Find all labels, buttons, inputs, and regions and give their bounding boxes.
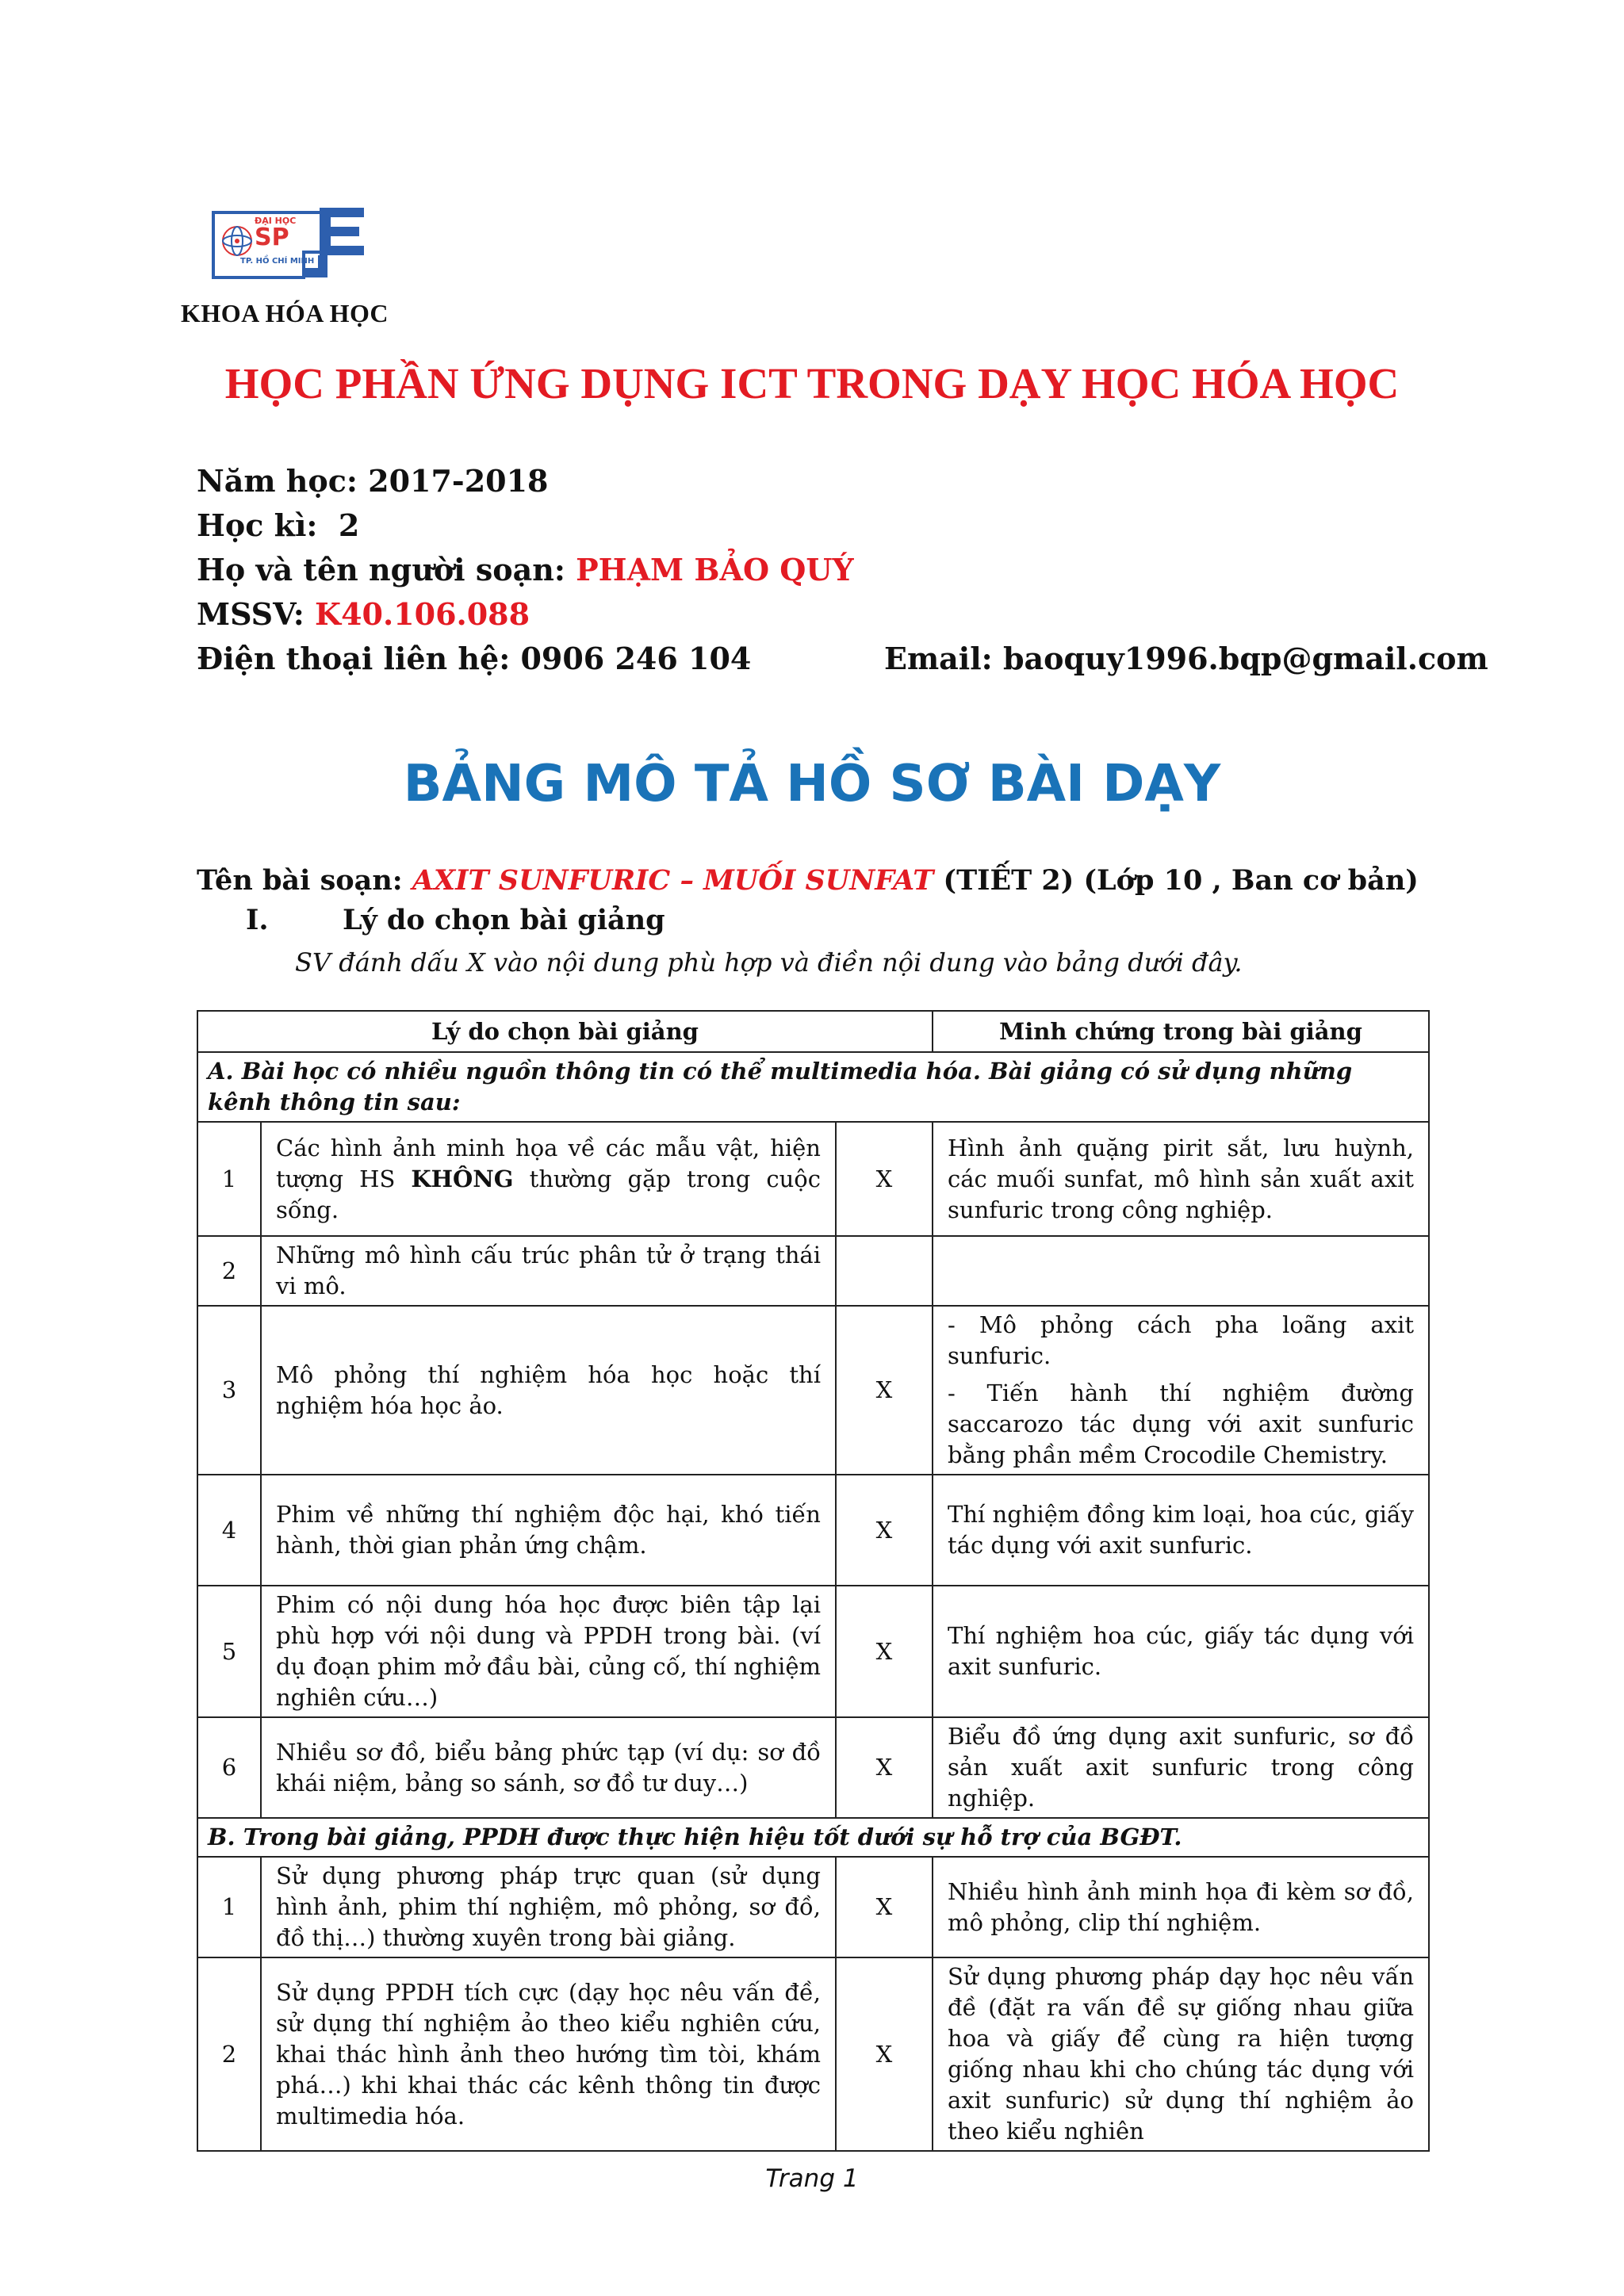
evidence-cell: Thí nghiệm hoa cúc, giấy tác dụng với axit sunfuric. xyxy=(933,1586,1429,1717)
lesson-line xyxy=(197,864,1419,897)
evidence-cell: Biểu đồ ứng dụng axit sunfuric, sơ đồ sản xuất axit sunfuric trong công nghiệp. xyxy=(933,1717,1429,1818)
semester-label: Học kì: xyxy=(197,507,318,543)
emphasis-text: KHÔNG xyxy=(411,1165,514,1192)
page-number: Trang 1 xyxy=(765,2164,859,2193)
author-line xyxy=(197,552,854,587)
phone-value: 0906 246 104 xyxy=(520,641,752,676)
table-row xyxy=(197,1475,1429,1586)
evidence-cell: Nhiều hình ảnh minh họa đi kèm sơ đồ, mô phỏng, clip thí nghiệm. xyxy=(933,1857,1429,1957)
reason-cell: Sử dụng phương pháp trực quan (sử dụng hình ảnh, phim thí nghiệm, mô phỏng, sơ đồ, đồ thị…) thường xuyên trong bài giảng. xyxy=(261,1857,836,1957)
logo-abbr: SP xyxy=(255,224,289,251)
check-mark xyxy=(836,1236,933,1306)
check-mark: X xyxy=(836,1122,933,1236)
row-number: 3 xyxy=(197,1306,261,1475)
lesson-reasons-table xyxy=(197,1010,1430,2152)
group-b-heading: B. Trong bài giảng, PPDH được thực hiện hiệu tốt dưới sự hỗ trợ của BGĐT. xyxy=(197,1818,1429,1857)
evidence-cell: Thí nghiệm đồng kim loại, hoa cúc, giấy tác dụng với axit sunfuric. xyxy=(933,1475,1429,1586)
email-value: baoquy1996.bqp@gmail.com xyxy=(1002,641,1488,676)
table-header-row xyxy=(197,1011,1429,1052)
phone-line xyxy=(197,641,751,676)
row-number: 1 xyxy=(197,1857,261,1957)
author-label: Họ và tên người soạn: xyxy=(197,552,565,587)
year-value: 2017-2018 xyxy=(368,463,549,499)
course-title: HỌC PHẦN ỨNG DỤNG ICT TRONG DẠY HỌC HÓA HỌC xyxy=(224,359,1400,408)
section-title: Lý do chọn bài giảng xyxy=(343,904,665,936)
lesson-label: Tên bài soạn: xyxy=(197,864,403,897)
main-title: BẢNG MÔ TẢ HỒ SƠ BÀI DẠY xyxy=(403,755,1221,813)
check-mark: X xyxy=(836,1857,933,1957)
evidence-cell xyxy=(933,1236,1429,1306)
university-logo xyxy=(209,205,367,284)
table-row xyxy=(197,1857,1429,1957)
semester-line xyxy=(197,507,359,543)
row-number: 4 xyxy=(197,1475,261,1586)
logo-text-bottom: TP. HỒ CHÍ MINH xyxy=(240,257,315,266)
year-label: Năm học: xyxy=(197,463,358,499)
evidence-cell: - Mô phỏng cách pha loãng axit sunfuric. - Tiến hành thí nghiệm đường saccarozo tác dụng với axit sunfuric bằng phần mềm Crocodile Chemistry. xyxy=(933,1306,1429,1475)
reason-cell: Những mô hình cấu trúc phân tử ở trạng thái vi mô. xyxy=(261,1236,836,1306)
phone-label: Điện thoại liên hệ: xyxy=(197,641,511,676)
table-row xyxy=(197,1957,1429,2151)
section-number: I. xyxy=(246,904,269,936)
lesson-suffix: (TIẾT 2) (Lớp 10 , Ban cơ bản) xyxy=(943,864,1419,897)
group-a-heading: A. Bài học có nhiều nguồn thông tin có thể multimedia hóa. Bài giảng có sử dụng những kênh thông tin sau: xyxy=(197,1052,1429,1122)
header-reason: Lý do chọn bài giảng xyxy=(197,1011,933,1052)
reason-cell: Sử dụng PPDH tích cực (dạy học nêu vấn đề, sử dụng thí nghiệm ảo theo kiểu nghiên cứu, khai thác hình ảnh theo hướng tìm tòi, khám phá…) khi khai thác các kênh thông tin được multimedia hóa. xyxy=(261,1957,836,2151)
email-line xyxy=(884,641,1488,676)
student-id-value: K40.106.088 xyxy=(315,596,530,632)
logo-text-top: ĐẠI HỌC xyxy=(255,216,297,226)
year-line xyxy=(197,463,548,499)
reason-cell: Phim về những thí nghiệm độc hại, khó tiến hành, thời gian phản ứng chậm. xyxy=(261,1475,836,1586)
row-number: 6 xyxy=(197,1717,261,1818)
email-label: Email: xyxy=(884,641,993,676)
table-row xyxy=(197,1236,1429,1306)
lesson-name: AXIT SUNFURIC – MUỐI SUNFAT xyxy=(412,864,934,897)
reason-cell: Mô phỏng thí nghiệm hóa học hoặc thí nghiệm hóa học ảo. xyxy=(261,1306,836,1475)
table-row xyxy=(197,1717,1429,1818)
row-number: 2 xyxy=(197,1236,261,1306)
evidence-cell: Sử dụng phương pháp dạy học nêu vấn đề (đặt ra vấn đề sự giống nhau giữa hoa và giấy để cùng ra hiện tượng giống nhau khi cho chúng tác dụng với axit sunfuric) sử dụng thí nghiệm ảo theo kiểu nghiên xyxy=(933,1957,1429,2151)
row-number: 5 xyxy=(197,1586,261,1717)
author-name: PHẠM BẢO QUÝ xyxy=(576,552,854,587)
reason-cell: Nhiều sơ đồ, biểu bảng phức tạp (ví dụ: sơ đồ khái niệm, bảng so sánh, sơ đồ tư duy…) xyxy=(261,1717,836,1818)
check-mark: X xyxy=(836,1475,933,1586)
faculty-name: KHOA HÓA HỌC xyxy=(181,299,389,327)
check-mark: X xyxy=(836,1957,933,2151)
check-mark: X xyxy=(836,1306,933,1475)
group-row xyxy=(197,1052,1429,1122)
section-heading xyxy=(246,904,665,936)
reason-cell: Phim có nội dung hóa học được biên tập lại phù hợp với nội dung và PPDH trong bài. (ví dụ đoạn phim mở đầu bài, củng cố, thí nghiệm nghiên cứu…) xyxy=(261,1586,836,1717)
student-id-line xyxy=(197,596,530,632)
group-row xyxy=(197,1818,1429,1857)
check-mark: X xyxy=(836,1586,933,1717)
semester-value: 2 xyxy=(338,507,360,543)
row-number: 2 xyxy=(197,1957,261,2151)
evidence-cell: Hình ảnh quặng pirit sắt, lưu huỳnh, các muối sunfat, mô hình sản xuất axit sunfuric trong công nghiệp. xyxy=(933,1122,1429,1236)
instruction-text: SV đánh dấu X vào nội dung phù hợp và điền nội dung vào bảng dưới đây. xyxy=(295,947,1243,978)
check-mark: X xyxy=(836,1717,933,1818)
reason-cell: Các hình ảnh minh họa về các mẫu vật, hiện tượng HS KHÔNG thường gặp trong cuộc sống. xyxy=(261,1122,836,1236)
student-id-label: MSSV: xyxy=(197,596,304,632)
table-row xyxy=(197,1122,1429,1236)
table-row xyxy=(197,1306,1429,1475)
header-evidence: Minh chứng trong bài giảng xyxy=(933,1011,1429,1052)
row-number: 1 xyxy=(197,1122,261,1236)
table-row xyxy=(197,1586,1429,1717)
